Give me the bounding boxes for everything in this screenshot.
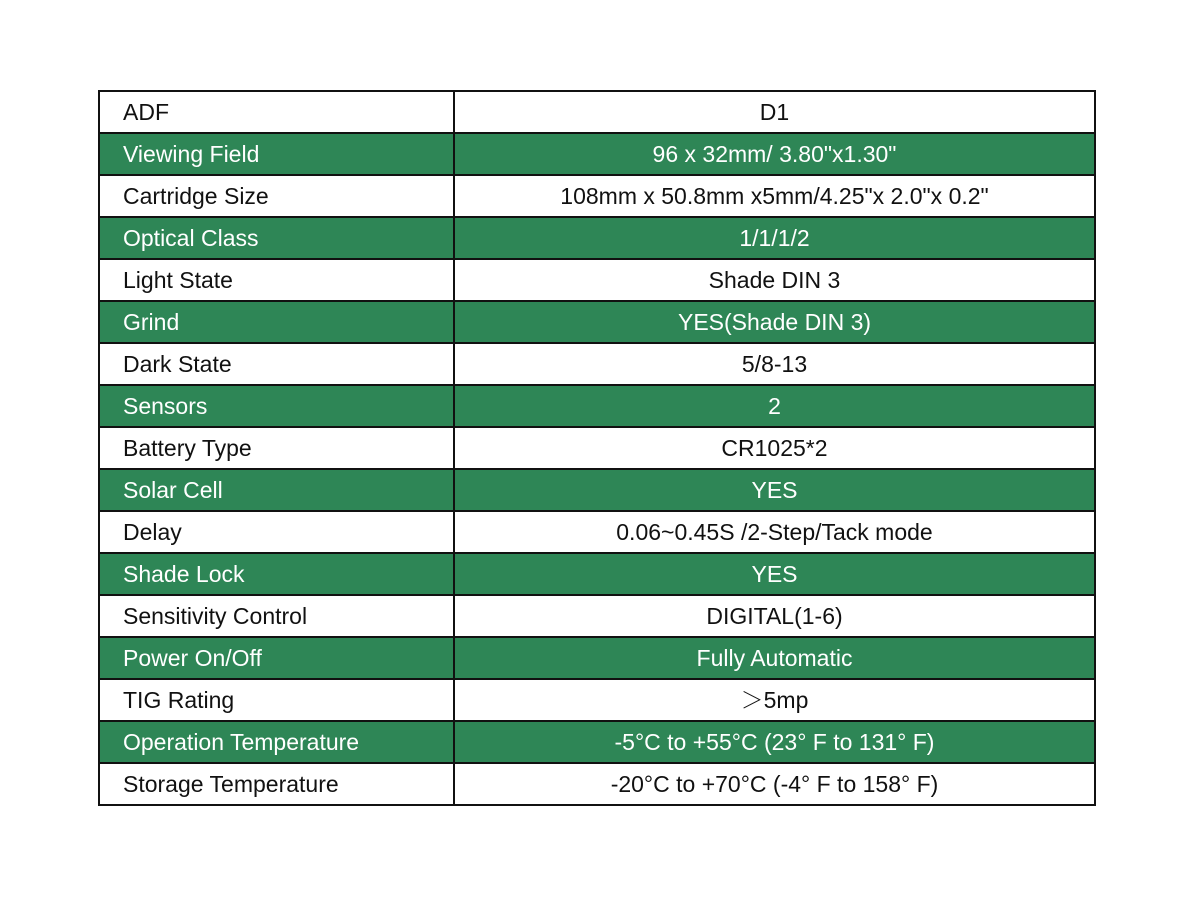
spec-value: 5/8-13 — [454, 343, 1095, 385]
spec-label: Light State — [99, 259, 454, 301]
spec-label: Dark State — [99, 343, 454, 385]
spec-value: CR1025*2 — [454, 427, 1095, 469]
spec-row-cartridge-size — [99, 175, 1095, 217]
spec-value: YES — [454, 469, 1095, 511]
spec-label: Sensors — [99, 385, 454, 427]
spec-table-body — [99, 91, 1095, 805]
spec-row-operation-temperature — [99, 721, 1095, 763]
spec-row-adf — [99, 91, 1095, 133]
spec-label: Storage Temperature — [99, 763, 454, 805]
spec-row-light-state — [99, 259, 1095, 301]
spec-value: 2 — [454, 385, 1095, 427]
spec-value: YES(Shade DIN 3) — [454, 301, 1095, 343]
spec-label: Solar Cell — [99, 469, 454, 511]
spec-value: 108mm x 50.8mm x5mm/4.25"x 2.0"x 0.2" — [454, 175, 1095, 217]
spec-label: Shade Lock — [99, 553, 454, 595]
spec-value: DIGITAL(1-6) — [454, 595, 1095, 637]
spec-row-sensors — [99, 385, 1095, 427]
spec-label: Delay — [99, 511, 454, 553]
spec-value: ＞5mp — [454, 679, 1095, 721]
spec-row-grind — [99, 301, 1095, 343]
spec-label: Sensitivity Control — [99, 595, 454, 637]
spec-label: TIG Rating — [99, 679, 454, 721]
spec-value: Shade DIN 3 — [454, 259, 1095, 301]
spec-row-dark-state — [99, 343, 1095, 385]
spec-label: Optical Class — [99, 217, 454, 259]
spec-value: 1/1/1/2 — [454, 217, 1095, 259]
spec-label: Viewing Field — [99, 133, 454, 175]
spec-row-viewing-field — [99, 133, 1095, 175]
spec-row-shade-lock — [99, 553, 1095, 595]
spec-value: D1 — [454, 91, 1095, 133]
spec-row-power-on-off — [99, 637, 1095, 679]
spec-value: 0.06~0.45S /2-Step/Tack mode — [454, 511, 1095, 553]
spec-value: -20°C to +70°C (-4° F to 158° F) — [454, 763, 1095, 805]
spec-row-storage-temperature — [99, 763, 1095, 805]
spec-row-battery-type — [99, 427, 1095, 469]
spec-label: Cartridge Size — [99, 175, 454, 217]
spec-label: Operation Temperature — [99, 721, 454, 763]
spec-row-solar-cell — [99, 469, 1095, 511]
spec-label: Grind — [99, 301, 454, 343]
spec-row-delay — [99, 511, 1095, 553]
spec-row-sensitivity-control — [99, 595, 1095, 637]
spec-label: ADF — [99, 91, 454, 133]
spec-row-optical-class — [99, 217, 1095, 259]
spec-label: Power On/Off — [99, 637, 454, 679]
spec-value: Fully Automatic — [454, 637, 1095, 679]
spec-value: 96 x 32mm/ 3.80"x1.30" — [454, 133, 1095, 175]
spec-value: -5°C to +55°C (23° F to 131° F) — [454, 721, 1095, 763]
spec-label: Battery Type — [99, 427, 454, 469]
spec-value: YES — [454, 553, 1095, 595]
spec-row-tig-rating — [99, 679, 1095, 721]
spec-table — [98, 90, 1096, 806]
